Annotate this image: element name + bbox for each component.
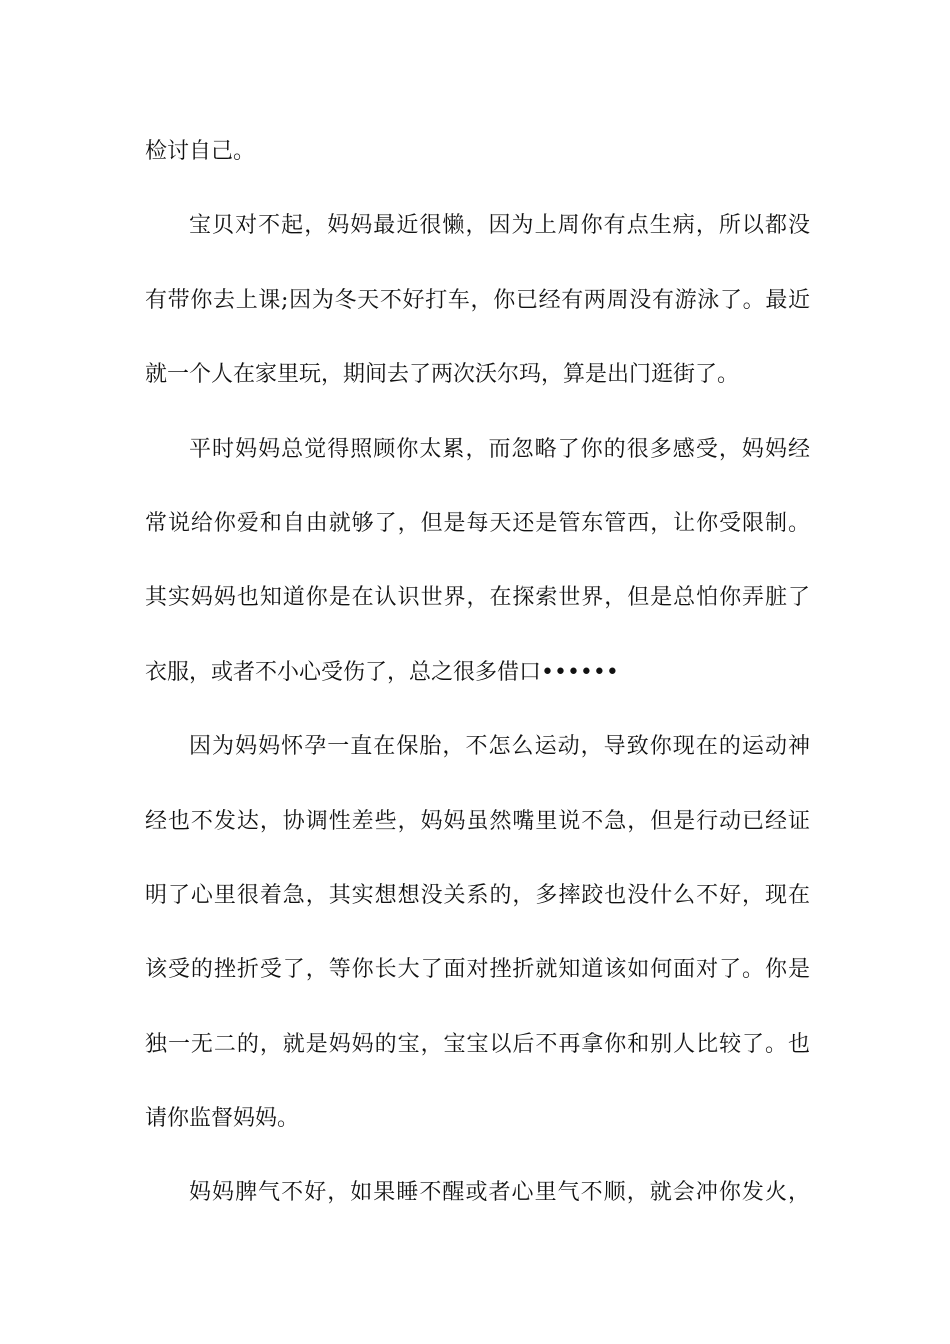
paragraph-3-line-2: 经也不发达，协调性差些，妈妈虽然嘴里说不急，但是行动已经证 xyxy=(145,809,810,834)
text-line-1: 检讨自己。 xyxy=(145,139,256,164)
paragraph-2-line-2: 常说给你爱和自由就够了，但是每天还是管东管西，让你受限制。 xyxy=(145,511,810,536)
paragraph-4-line-1: 妈妈脾气不好，如果睡不醒或者心里气不顺，就会冲你发火， xyxy=(189,1180,810,1205)
paragraph-2-line-4: 衣服，或者不小心受伤了，总之很多借口•••••• xyxy=(145,660,619,685)
paragraph-2-line-1: 平时妈妈总觉得照顾你太累，而忽略了你的很多感受，妈妈经 xyxy=(189,437,810,462)
paragraph-3-line-4: 该受的挫折受了，等你长大了面对挫折就知道该如何面对了。你是 xyxy=(145,957,810,982)
paragraph-3-line-1: 因为妈妈怀孕一直在保胎，不怎么运动，导致你现在的运动神 xyxy=(189,734,810,759)
paragraph-3-line-5: 独一无二的，就是妈妈的宝，宝宝以后不再拿你和别人比较了。也 xyxy=(145,1032,810,1057)
paragraph-3-line-6: 请你监督妈妈。 xyxy=(145,1106,300,1131)
paragraph-2-line-3: 其实妈妈也知道你是在认识世界，在探索世界，但是总怕你弄脏了 xyxy=(145,585,810,610)
paragraph-1-line-3: 就一个人在家里玩，期间去了两次沃尔玛，算是出门逛街了。 xyxy=(145,362,740,387)
paragraph-1-line-2: 有带你去上课;因为冬天不好打车，你已经有两周没有游泳了。最近 xyxy=(145,288,810,313)
paragraph-3-line-3: 明了心里很着急，其实想想没关系的，多摔跤也没什么不好，现在 xyxy=(145,883,810,908)
paragraph-1-line-1: 宝贝对不起，妈妈最近很懒，因为上周你有点生病，所以都没 xyxy=(189,213,810,238)
